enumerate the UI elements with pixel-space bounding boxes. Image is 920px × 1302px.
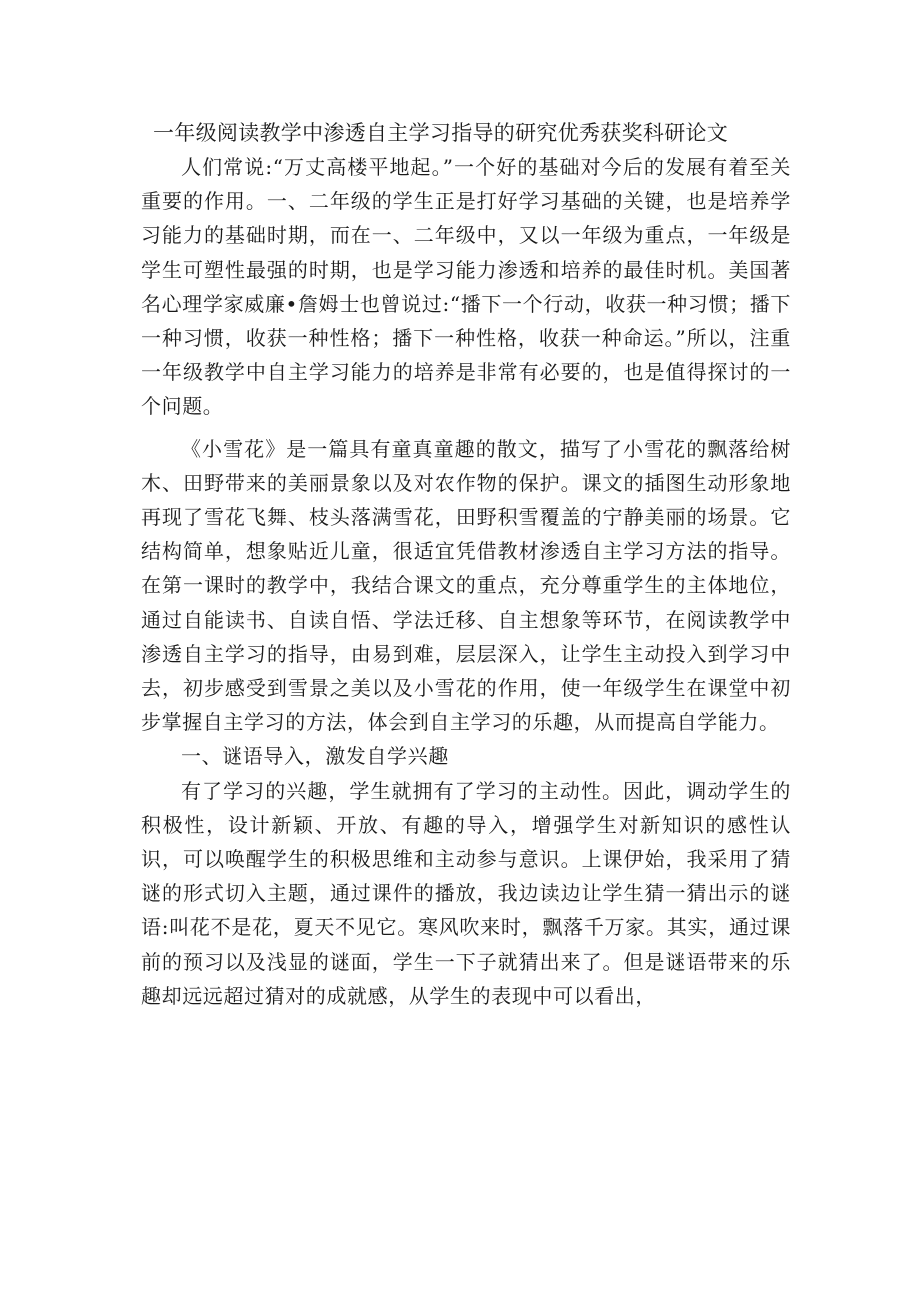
paragraph-intro: 人们常说:“万丈高楼平地起。”一个好的基础对今后的发展有着至关重要的作用。一、二年级的学生正是打好学习基础的关键，也是培养学习能力的基础时期，而在一、二年级中，又以一年级为重点，一年级是学生可塑性最强的时期，也是学习能力渗透和培养的最佳时机。美国著名心理学家威廉•詹姆士也曾说过:“播下一个行动，收获一种习惯；播下一种习惯，收获一种性格；播下一种性格，收获一种命运。”所以，注重一年级教学中自主学习能力的培养是非常有必要的，也是值得探讨的一个问题。 (141, 155, 791, 419)
paragraph-gap (141, 424, 791, 432)
document-page (141, 116, 791, 1013)
paragraph-interest: 有了学习的兴趣，学生就拥有了学习的主动性。因此，调动学生的积极性，设计新颖、开放、有趣的导入，增强学生对新知识的感性认识，可以唤醒学生的积极思维和主动参与意识。上课伊始，我采用了猜谜的形式切入主题，通过课件的播放，我边读边让学生猜一猜出示的谜语:叫花不是花，夏天不见它。寒风吹来时，飘落千万家。其实，通过课前的预习以及浅显的谜面，学生一下子就猜出来了。但是谜语带来的乐趣却远远超过猜对的成就感，从学生的表现中可以看出， (141, 778, 791, 1008)
document-title: 一年级阅读教学中渗透自主学习指导的研究优秀获奖科研论文 (153, 121, 729, 145)
paragraph-snowflake: 《小雪花》是一篇具有童真童趣的散文，描写了小雪花的飘落给树木、田野带来的美丽景象以及对农作物的保护。课文的插图生动形象地再现了雪花飞舞、枝头落满雪花，田野积雪覆盖的宁静美丽的场景。它结构简单，想象贴近儿童，很适宜凭借教材渗透自主学习方法的指导。在第一课时的教学中，我结合课文的重点，充分尊重学生的主体地位，通过自能读书、自读自悟、学法迁移、自主想象等环节，在阅读教学中渗透自主学习的指导，由易到难，层层深入，让学生主动投入到学习中去，初步感受到雪景之美以及小雪花的作用，使一年级学生在课堂中初步掌握自主学习的方法，体会到自主学习的乐趣，从而提高自学能力。 (141, 436, 791, 735)
section-heading: 一、谜语导入，激发自学兴趣 (181, 744, 449, 769)
